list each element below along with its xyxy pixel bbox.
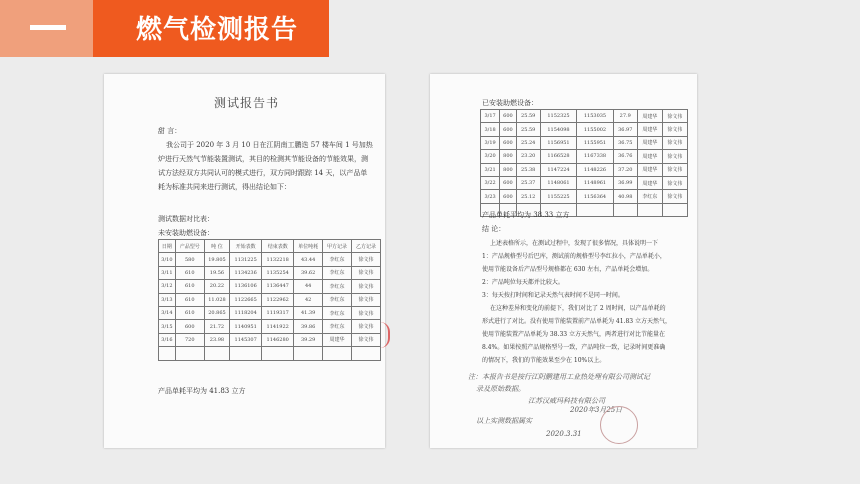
column-header: 乙方记录 — [352, 240, 381, 253]
table-cell: 19.805 — [204, 253, 229, 266]
table-cell: 25.24 — [516, 136, 540, 149]
column-header: 吨 位 — [204, 240, 229, 253]
table-cell: 800 — [500, 150, 517, 163]
table-cell: 23.20 — [516, 150, 540, 163]
table-cell: 25.12 — [516, 190, 540, 203]
table-cell: 1156951 — [540, 136, 577, 149]
table-cell — [577, 203, 614, 216]
table-cell: 徐文伟 — [352, 293, 381, 306]
table-cell: 39.29 — [294, 333, 323, 346]
table-cell: 25.38 — [516, 163, 540, 176]
table-row — [481, 150, 688, 163]
table-cell: 40.98 — [613, 190, 637, 203]
table-cell: 周建华 — [637, 163, 662, 176]
table-cell: 600 — [175, 320, 204, 333]
column-header: 甲方记录 — [323, 240, 352, 253]
table-cell: 37.20 — [613, 163, 637, 176]
table-cell: 徐文伟 — [352, 306, 381, 319]
table-cell: 39.86 — [294, 320, 323, 333]
table-cell: 610 — [175, 306, 204, 319]
table-cell: 1132218 — [262, 253, 294, 266]
table-cell: 3/23 — [481, 190, 500, 203]
conclusion-line: 的情况下，我们的节能效果至少在 10%以上。 — [482, 357, 606, 364]
table-cell: 1152325 — [540, 110, 577, 123]
table-cell: 3/19 — [481, 136, 500, 149]
conclusion-line: 上述表格所示，在测试过程中，发现了很多情况，具体说明一下 — [490, 240, 659, 247]
table-cell: 43.44 — [294, 253, 323, 266]
table-cell: 36.76 — [613, 150, 637, 163]
table-cell: 徐文伟 — [662, 136, 687, 149]
table-cell: 27.9 — [613, 110, 637, 123]
table-cell: 3/20 — [481, 150, 500, 163]
table-cell: 李红东 — [637, 190, 662, 203]
table-cell: 23.98 — [204, 333, 229, 346]
table-cell: 1167338 — [577, 150, 614, 163]
table-cell — [262, 347, 294, 360]
paragraph-line: 耗为标准共同来进行测试，得出结论如下： — [158, 183, 291, 191]
table-cell: 1155002 — [577, 123, 614, 136]
table-cell — [637, 203, 662, 216]
table-cell — [175, 347, 204, 360]
paragraph-line: 炉进行天然气节能装置测试，其目的检测其节能设备的节能效果，测 — [158, 155, 368, 163]
table-cell — [662, 203, 687, 216]
table-cell: 25.59 — [516, 110, 540, 123]
table-row — [159, 293, 381, 306]
table-cell: 李红东 — [323, 293, 352, 306]
table-cell: 20.865 — [204, 306, 229, 319]
table-cell: 周建华 — [637, 110, 662, 123]
handwritten-line: 江苏汉威玛科技有限公司 — [528, 397, 605, 405]
column-header: 结束表数 — [262, 240, 294, 253]
table-cell: 11.028 — [204, 293, 229, 306]
table-cell: 1147224 — [540, 163, 577, 176]
red-mark — [380, 322, 390, 348]
conclusion-line: 在这种差异和变化的前提下，我们对比了 2 周时间，以产品单耗的 — [490, 305, 666, 312]
table-cell — [230, 347, 262, 360]
table-cell: 600 — [500, 176, 517, 189]
dash-icon — [30, 25, 66, 30]
table-cell: 1131225 — [230, 253, 262, 266]
table-cell: 徐文伟 — [662, 163, 687, 176]
table-row — [159, 266, 381, 279]
table-cell: 1155225 — [540, 190, 577, 203]
table-cell: 3/15 — [159, 320, 176, 333]
paragraph-line: 试方法经双方共同认可的模式进行，双方同时跟踪 14 天，以产品单 — [158, 169, 368, 177]
table-cell: 李红东 — [323, 280, 352, 293]
table-cell: 19.56 — [204, 266, 229, 279]
table-cell: 1155951 — [577, 136, 614, 149]
table-row — [481, 136, 688, 149]
table-cell: 3/18 — [481, 123, 500, 136]
table-cell: 1154098 — [540, 123, 577, 136]
table-header-row — [159, 240, 381, 253]
section-heading: 已安装助燃设备： — [482, 99, 538, 107]
table-cell: 36.97 — [613, 123, 637, 136]
report-page-1 — [104, 74, 385, 448]
report-page-2 — [430, 74, 697, 448]
table-cell — [294, 347, 323, 360]
table-cell: 600 — [500, 136, 517, 149]
report-title: 测试报告书 — [214, 96, 280, 110]
table-cell: 1156364 — [577, 190, 614, 203]
conclusion-line: 2：产品吨位每天都并比较大。 — [482, 279, 564, 286]
table-cell: 600 — [500, 110, 517, 123]
section-heading: 未安装助燃设备： — [158, 229, 214, 237]
table-cell: 20.22 — [204, 280, 229, 293]
table-cell: 25.37 — [516, 176, 540, 189]
page-title: 燃气检测报告 — [136, 15, 299, 45]
table-cell: 周建华 — [637, 176, 662, 189]
table-cell: 600 — [500, 123, 517, 136]
handwritten-line: 录及原始数据。 — [476, 385, 525, 393]
conclusion-line: 3：每天按打时间和记录天然气表时间不是同一时间。 — [482, 292, 624, 299]
average-consumption: 产品单耗平均为 41.83 立方 — [158, 387, 246, 395]
column-header: 产品型号 — [175, 240, 204, 253]
handwritten-line: 注：本报告书是按行江阴鹏建用工业热处理有限公司测试记 — [468, 373, 650, 381]
table-cell: 李红东 — [323, 320, 352, 333]
table-cell: 1146280 — [262, 333, 294, 346]
handwritten-line: 2020年3月25日 — [570, 406, 623, 414]
conclusion-line: 8.4%。如果按照产品规格型号一致，产品吨位一致，记录时间更准确 — [482, 344, 666, 351]
table-cell — [352, 347, 381, 360]
table-cell: 1148061 — [540, 176, 577, 189]
table-row — [481, 190, 688, 203]
table-cell: 1136447 — [262, 280, 294, 293]
table-cell: 3/17 — [481, 110, 500, 123]
table-cell: 1119317 — [262, 306, 294, 319]
table-cell: 3/21 — [481, 163, 500, 176]
table-cell: 1148961 — [577, 176, 614, 189]
table-cell: 徐文伟 — [352, 320, 381, 333]
table-cell: 徐文伟 — [662, 150, 687, 163]
conclusion-line: 1：产品规格型号后巴库，测试前的规格型号李红拉小，产品单耗小， — [482, 253, 666, 260]
table-cell: 周建华 — [637, 136, 662, 149]
table-cell: 3/13 — [159, 293, 176, 306]
table-cell: 3/22 — [481, 176, 500, 189]
table-cell: 李红东 — [323, 306, 352, 319]
salutation: 甜 言： — [158, 127, 182, 135]
table-cell: 39.62 — [294, 266, 323, 279]
table-cell: 25.59 — [516, 123, 540, 136]
table-cell: 1141922 — [262, 320, 294, 333]
table-cell: 610 — [175, 266, 204, 279]
table-cell: 21.72 — [204, 320, 229, 333]
column-header: 日期 — [159, 240, 176, 253]
table-cell: 徐文伟 — [662, 110, 687, 123]
table-cell: 徐文伟 — [352, 280, 381, 293]
table-row — [481, 123, 688, 136]
table-row — [481, 110, 688, 123]
table-row — [159, 306, 381, 319]
table-cell — [613, 203, 637, 216]
table-cell: 800 — [500, 163, 517, 176]
section-heading: 测试数据对比表： — [158, 215, 214, 223]
table-cell: 3/16 — [159, 333, 176, 346]
table-row — [481, 163, 688, 176]
table-cell: 徐文伟 — [662, 190, 687, 203]
table-cell: 徐文伟 — [662, 123, 687, 136]
data-table-before — [158, 239, 381, 361]
table-cell: 1118204 — [230, 306, 262, 319]
table-cell: 720 — [175, 333, 204, 346]
header-accent — [0, 0, 93, 57]
table-cell: 李红东 — [323, 266, 352, 279]
table-cell: 1145307 — [230, 333, 262, 346]
table-cell: 1135254 — [262, 266, 294, 279]
table-cell — [323, 347, 352, 360]
table-cell — [204, 347, 229, 360]
table-cell: 周建华 — [323, 333, 352, 346]
table-cell: 1140951 — [230, 320, 262, 333]
table-cell: 1122962 — [262, 293, 294, 306]
table-row — [159, 347, 381, 360]
table-cell: 周建华 — [637, 150, 662, 163]
table-cell: 41.39 — [294, 306, 323, 319]
table-cell: 36.75 — [613, 136, 637, 149]
table-cell: 44 — [294, 280, 323, 293]
table-cell: 3/12 — [159, 280, 176, 293]
handwritten-line: 以上实测数据属实 — [476, 417, 532, 425]
table-cell: 610 — [175, 280, 204, 293]
table-row — [159, 320, 381, 333]
table-cell: 李红东 — [323, 253, 352, 266]
column-header: 单位吨耗 — [294, 240, 323, 253]
table-cell: 周建华 — [637, 123, 662, 136]
table-cell: 1136106 — [230, 280, 262, 293]
table-row — [159, 280, 381, 293]
table-row — [481, 176, 688, 189]
table-cell: 3/14 — [159, 306, 176, 319]
conclusion-line: 使用节能装置产品单耗为 38.33 立方天然气，两者进行对比节能量在 — [482, 331, 665, 338]
average-consumption: 产品单耗平均为 38.33 立方 — [482, 211, 570, 219]
table-cell: 42 — [294, 293, 323, 306]
company-seal — [600, 406, 638, 444]
table-cell: 1166528 — [540, 150, 577, 163]
data-table-after — [480, 109, 688, 217]
table-cell: 1134236 — [230, 266, 262, 279]
handwritten-line: 2020.3.31 — [546, 430, 582, 438]
table-cell: 徐文伟 — [352, 266, 381, 279]
table-cell: 徐文伟 — [352, 253, 381, 266]
table-row — [159, 333, 381, 346]
table-cell: 1153035 — [577, 110, 614, 123]
table-cell: 610 — [175, 293, 204, 306]
table-cell — [159, 347, 176, 360]
table-cell: 580 — [175, 253, 204, 266]
table-cell: 徐文伟 — [352, 333, 381, 346]
column-header: 开始表数 — [230, 240, 262, 253]
table-cell: 1148226 — [577, 163, 614, 176]
table-cell: 3/11 — [159, 266, 176, 279]
conclusion-line: 形式进行了对比。没有使用节能装置前产品单耗为 41.83 立方天然气， — [482, 318, 671, 325]
table-cell: 徐文伟 — [662, 176, 687, 189]
table-cell: 600 — [500, 190, 517, 203]
paragraph-line: 我公司于 2020 年 3 月 10 日在江阴南工鹏迭 57 楼车间 1 号加热 — [166, 141, 373, 149]
table-cell: 3/10 — [159, 253, 176, 266]
table-cell: 36.99 — [613, 176, 637, 189]
table-cell: 1122665 — [230, 293, 262, 306]
table-row — [159, 253, 381, 266]
conclusion-heading: 结 论： — [482, 225, 506, 233]
conclusion-line: 使用节能设备后产品型号规格都在 630 左右，产品单耗会增加。 — [482, 266, 654, 273]
